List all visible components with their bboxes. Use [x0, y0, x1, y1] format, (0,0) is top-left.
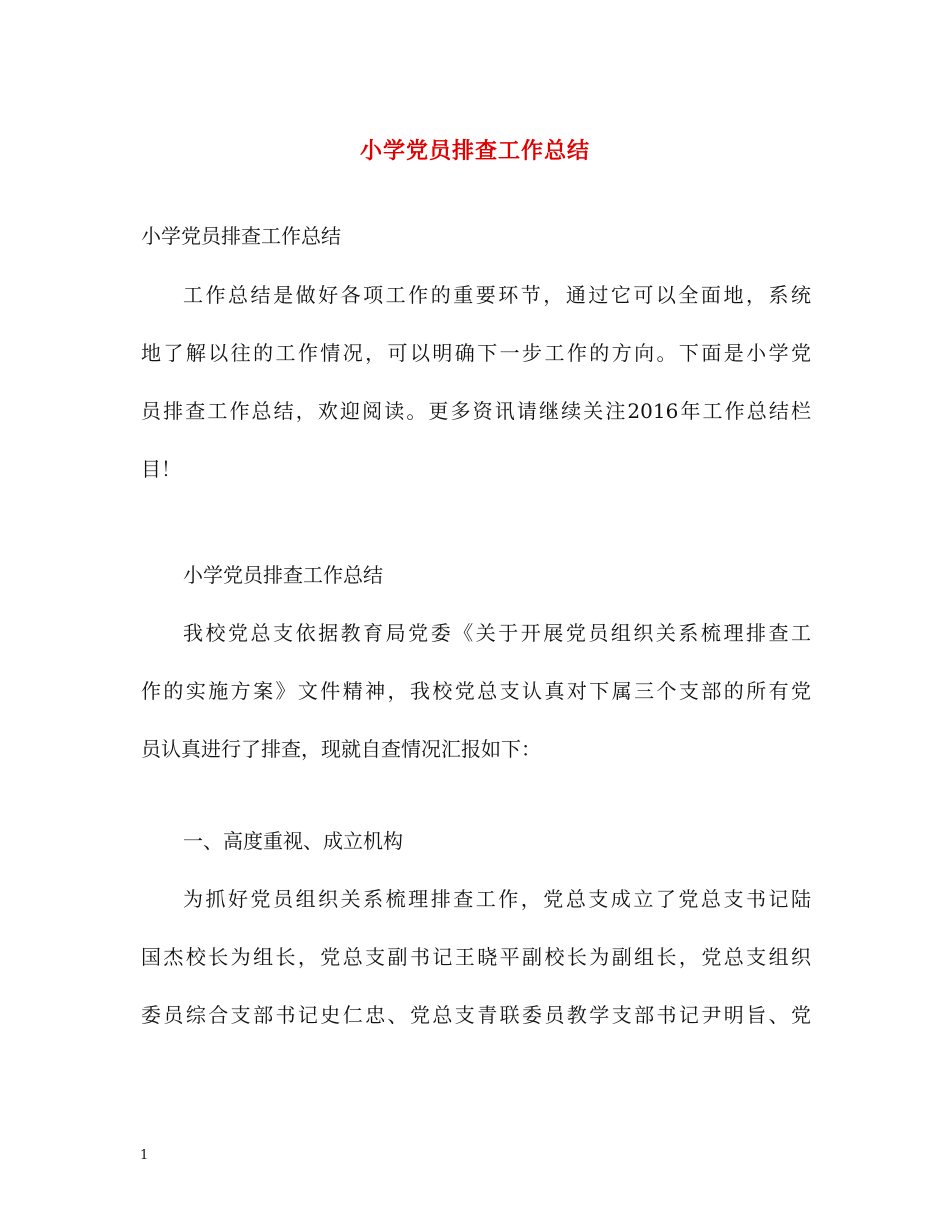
paragraph-line: 作的实施方案》文件精神，我校党总支认真对下属三个支部的所有党	[141, 679, 811, 703]
paragraph-line: 为抓好党员组织关系梳理排查工作，党总支成立了党总支书记陆	[183, 887, 811, 911]
paragraph-line: 员认真进行了排查，现就自查情况汇报如下：	[141, 737, 541, 761]
paragraph-line: 目！	[141, 457, 181, 481]
document-subtitle: 小学党员排查工作总结	[141, 224, 341, 248]
heading-line: 小学党员排查工作总结	[183, 563, 383, 587]
paragraph-line: 员排查工作总结，欢迎阅读。更多资讯请继续关注2016年工作总结栏	[141, 399, 811, 423]
section-one-paragraph	[141, 886, 811, 1060]
paragraph-line: 委员综合支部书记史仁忠、党总支青联委员教学支部书记尹明旨、党	[141, 1003, 811, 1027]
intro-paragraph	[141, 282, 811, 514]
report-paragraph	[141, 620, 811, 794]
document-title: 小学党员排查工作总结	[359, 138, 590, 164]
page-number: 1	[140, 1148, 149, 1163]
paragraph-line: 地了解以往的工作情况，可以明确下一步工作的方向。下面是小学党	[141, 341, 811, 365]
section-heading	[141, 562, 811, 620]
section-one-heading	[141, 828, 811, 886]
paragraph-line: 我校党总支依据教育局党委《关于开展党员组织关系梳理排查工	[183, 621, 811, 645]
heading-line: 一、高度重视、成立机构	[183, 829, 403, 853]
paragraph-line: 国杰校长为组长，党总支副书记王晓平副校长为副组长，党总支组织	[141, 945, 811, 969]
paragraph-line: 工作总结是做好各项工作的重要环节，通过它可以全面地，系统	[183, 283, 811, 307]
